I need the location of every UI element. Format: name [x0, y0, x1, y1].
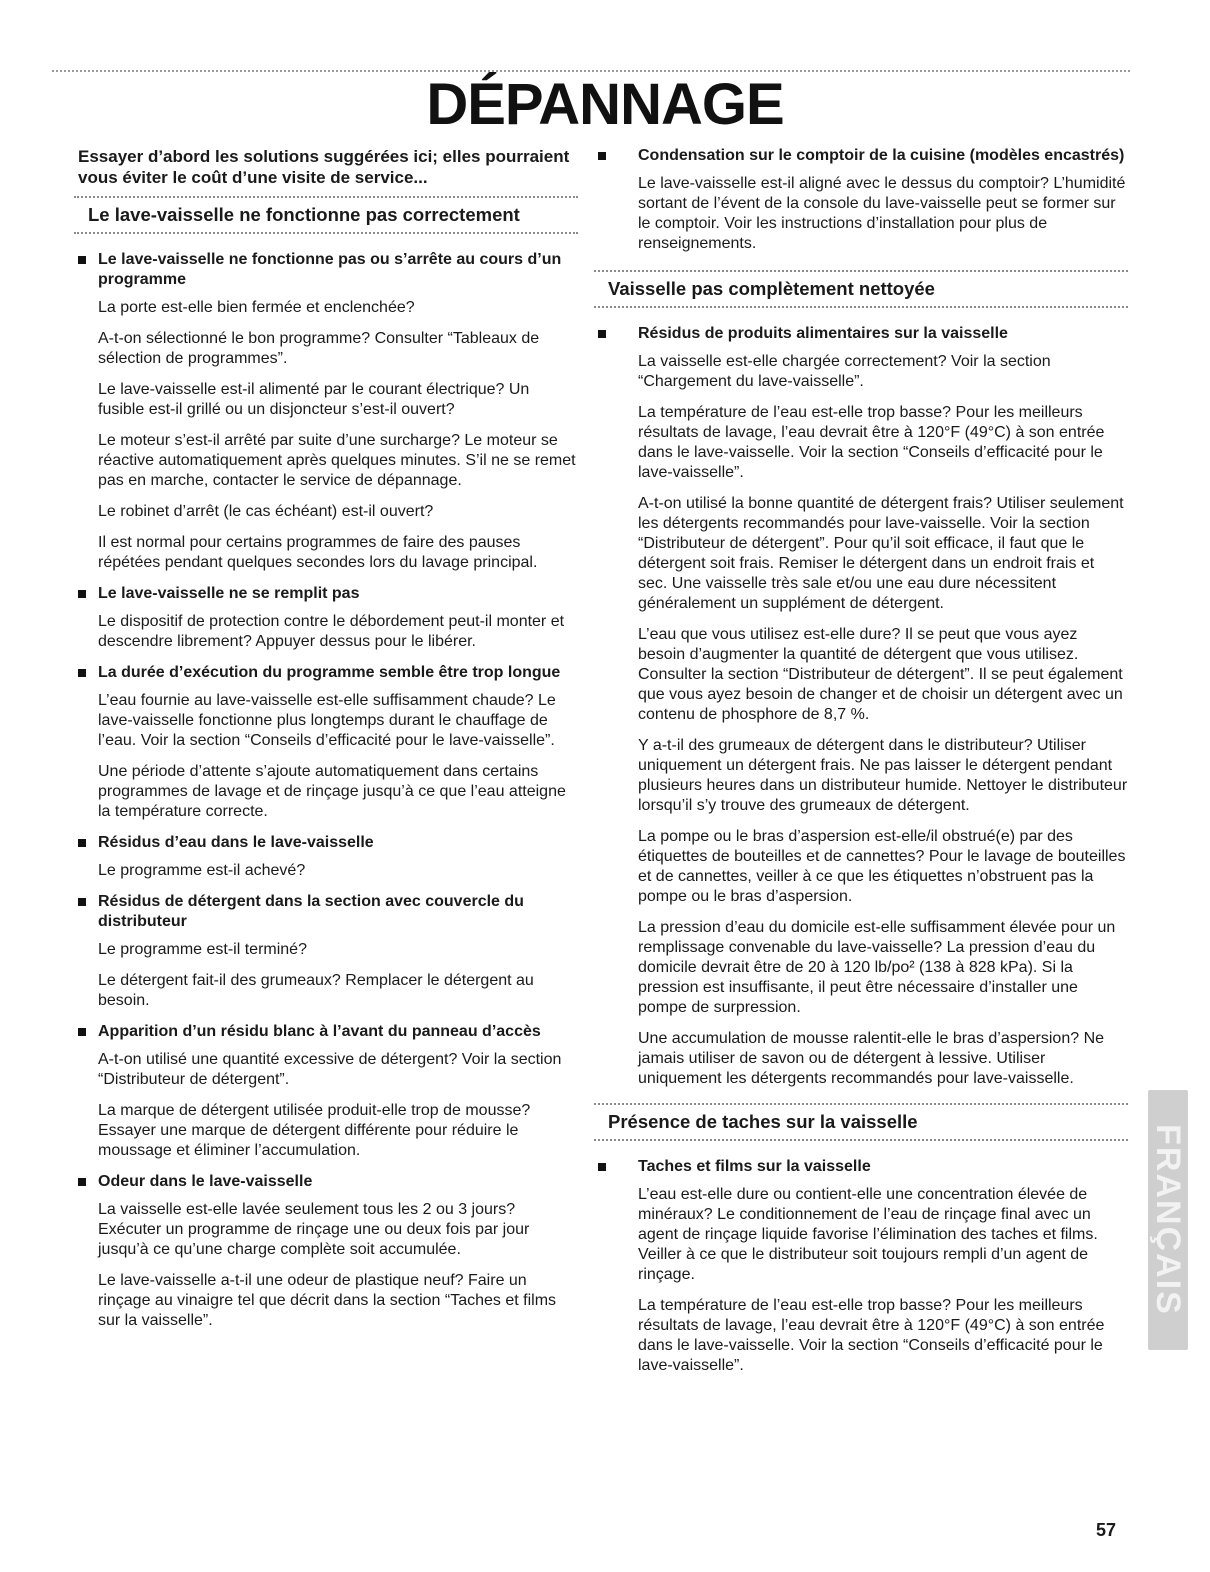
language-tab-label: FRANÇAIS [1149, 1124, 1187, 1316]
item-heading: La durée d’exécution du programme semble être trop longue [78, 663, 578, 683]
item-paragraph: Le lave-vaisselle est-il alimenté par le courant électrique? Un fusible est-il grillé ou un disjoncteur s’est-il ouvert? [98, 381, 530, 418]
trouble-item [78, 663, 578, 822]
item-paragraph: Il est normal pour certains programmes de faire des pauses répétées pendant quelques secondes lors du lavage principal. [98, 534, 538, 571]
item-heading: Résidus de détergent dans la section avec couvercle du distributeur [78, 892, 578, 932]
trouble-item [78, 892, 578, 1011]
item-paragraph: La marque de détergent utilisée produit-elle trop de mousse? Essayer une marque de détergent différente pour réduire le moussage et éliminer l’accumulation. [98, 1102, 531, 1159]
trouble-item [598, 1157, 1128, 1376]
item-paragraph: Le robinet d’arrêt (le cas échéant) est-il ouvert? [98, 503, 434, 520]
item-paragraph: Le programme est-il terminé? [98, 941, 307, 958]
bullet-icon [78, 250, 98, 290]
bullet-icon [78, 833, 98, 853]
item-paragraph: L’eau que vous utilisez est-elle dure? Il se peut que vous ayez besoin d’augmenter la quantité de détergent que vous utilisez. Consulter la section “Distributeur de détergent”. Il se peut également que vous ayez besoin de changer et de choisir un détergent avec un contenu de phosphore de 8,7 %. [638, 626, 1123, 723]
right-column [598, 146, 1128, 1387]
trouble-item [598, 324, 1128, 1089]
item-paragraph: Le moteur s’est-il arrêté par suite d’une surcharge? Le moteur se réactive automatiquement après quelques minutes. S’il ne se remet pas en marche, contacter le service de dépannage. [98, 432, 576, 489]
item-paragraph: A-t-on utilisé la bonne quantité de détergent frais? Utiliser seulement les détergents recommandés pour lave-vaisselle. Voir la section “Distributeur de détergent”. Pour qu’il soit efficace, il faut que le détergent soit frais. Remiser le détergent dans un endroit frais et sec. Une vaisselle très sale et/ou une eau dure nécessitent généralement un supplément de détergent. [638, 495, 1124, 612]
bullet-icon [598, 1157, 638, 1177]
item-paragraph: Le lave-vaisselle a-t-il une odeur de plastique neuf? Faire un rinçage au vinaigre tel que décrit dans la section “Taches et films sur la vaisselle”. [98, 1272, 557, 1329]
intro-text: Essayer d’abord les solutions suggérées ici; elles pourraient vous éviter le coût d’une visite de service... [78, 147, 570, 187]
item-paragraph: Une accumulation de mousse ralentit-elle le bras d’aspersion? Ne jamais utiliser de savon ou de détergent à lessive. Utiliser uniquement les détergents recommandés pour lave-vaisselle. [638, 1030, 1105, 1087]
bullet-icon [78, 892, 98, 932]
item-paragraph: L’eau fournie au lave-vaisselle est-elle suffisamment chaude? Le lave-vaisselle fonctionne plus longtemps durant le chauffage de l’eau. Voir la section “Conseils d’efficacité pour le lave-vaisselle”. [98, 692, 556, 749]
trouble-item [598, 146, 1128, 254]
item-paragraph: A-t-on utilisé une quantité excessive de détergent? Voir la section “Distributeur de détergent”. [98, 1051, 562, 1088]
left-column [78, 146, 578, 1342]
trouble-item [78, 1172, 578, 1331]
item-paragraph: Y a-t-il des grumeaux de détergent dans le distributeur? Utiliser uniquement un détergent frais. Ne pas laisser le détergent pendant plusieurs heures dans un distributeur humide. Nettoyer le distributeur lorsqu’il s’y trouve des grumeaux de détergent. [638, 737, 1128, 814]
bullet-icon [78, 584, 98, 604]
item-paragraph: L’eau est-elle dure ou contient-elle une concentration élevée de minéraux? Le conditionnement de l’eau de rinçage final avec un agent de rinçage liquide favorise l’élimination des taches et films. Veiller à ce que le distributeur soit toujours rempli d’un agent de rinçage. [638, 1186, 1098, 1283]
item-heading: Odeur dans le lave-vaisselle [78, 1172, 578, 1192]
item-paragraph: La vaisselle est-elle chargée correctement? Voir la section “Chargement du lave-vaisselle”. [638, 353, 1051, 390]
item-heading: Condensation sur le comptoir de la cuisine (modèles encastrés) [598, 146, 1128, 166]
page-title: DÉPANNAGE [426, 72, 784, 137]
trouble-item [78, 250, 578, 573]
trouble-item [78, 1022, 578, 1161]
bullet-icon [598, 146, 638, 166]
item-heading: Taches et films sur la vaisselle [598, 1157, 1128, 1177]
item-paragraph: La porte est-elle bien fermée et enclenchée? [98, 299, 415, 316]
bullet-icon [78, 1022, 98, 1042]
section-heading-not-working: Le lave-vaisselle ne fonctionne pas correctement [74, 196, 578, 234]
item-heading: Résidus d’eau dans le lave-vaisselle [78, 833, 578, 853]
page-number: 57 [1096, 1520, 1117, 1540]
bullet-icon [598, 324, 638, 344]
item-paragraph: A-t-on sélectionné le bon programme? Consulter “Tableaux de sélection de programmes”. [98, 330, 540, 367]
item-heading: Résidus de produits alimentaires sur la vaisselle [598, 324, 1128, 344]
item-paragraph: Une période d’attente s’ajoute automatiquement dans certains programmes de lavage et de rinçage jusqu’à ce que l’eau atteigne la température correcte. [98, 763, 566, 820]
item-paragraph: Le lave-vaisselle est-il aligné avec le dessus du comptoir? L’humidité sortant de l’évent de la console du lave-vaisselle peut se former sur le comptoir. Voir les instructions d’installation pour plus de renseignements. [638, 175, 1126, 252]
item-paragraph: Le dispositif de protection contre le débordement peut-il monter et descendre librement? Appuyer dessus pour le libérer. [98, 613, 565, 650]
item-heading: Apparition d’un résidu blanc à l’avant du panneau d’accès [78, 1022, 578, 1042]
item-paragraph: La pression d’eau du domicile est-elle suffisamment élevée pour un remplissage convenable du lave-vaisselle? La pression d’eau du domicile devrait être de 20 à 120 lb/po² (138 à 828 kPa). Si la pression est insuffisante, il peut être nécessaire d’installer une pompe de surpression. [638, 919, 1116, 1016]
item-paragraph: Le programme est-il achevé? [98, 862, 306, 879]
bullet-icon [78, 1172, 98, 1192]
item-paragraph: La température de l’eau est-elle trop basse? Pour les meilleurs résultats de lavage, l’eau devrait être à 120°F (49°C) à son entrée dans le lave-vaisselle. Voir la section “Conseils d’efficacité pour le lave-vaisselle”. [638, 1297, 1105, 1374]
section-heading-not-clean: Vaisselle pas complètement nettoyée [594, 270, 1128, 308]
section-heading-spots: Présence de taches sur la vaisselle [594, 1103, 1128, 1141]
trouble-item [78, 833, 578, 881]
item-paragraph: La température de l’eau est-elle trop basse? Pour les meilleurs résultats de lavage, l’eau devrait être à 120°F (49°C) à son entrée dans le lave-vaisselle. Voir la section “Conseils d’efficacité pour le lave-vaisselle”. [638, 404, 1105, 481]
item-heading: Le lave-vaisselle ne fonctionne pas ou s’arrête au cours d’un programme [78, 250, 578, 290]
item-heading: Le lave-vaisselle ne se remplit pas [78, 584, 578, 604]
trouble-item [78, 584, 578, 652]
bullet-icon [78, 663, 98, 683]
item-paragraph: La vaisselle est-elle lavée seulement tous les 2 ou 3 jours? Exécuter un programme de rinçage une ou deux fois par jour jusqu’à ce qu’une charge complète soit accumulée. [98, 1201, 530, 1258]
item-paragraph: Le détergent fait-il des grumeaux? Remplacer le détergent au besoin. [98, 972, 534, 1009]
item-paragraph: La pompe ou le bras d’aspersion est-elle/il obstrué(e) par des étiquettes de bouteilles et de cannettes? Pour le lavage de bouteilles et de cannettes, veiller à ce que les étiquettes n’obstruent pas la pompe ou le bras d’aspersion. [638, 828, 1126, 905]
